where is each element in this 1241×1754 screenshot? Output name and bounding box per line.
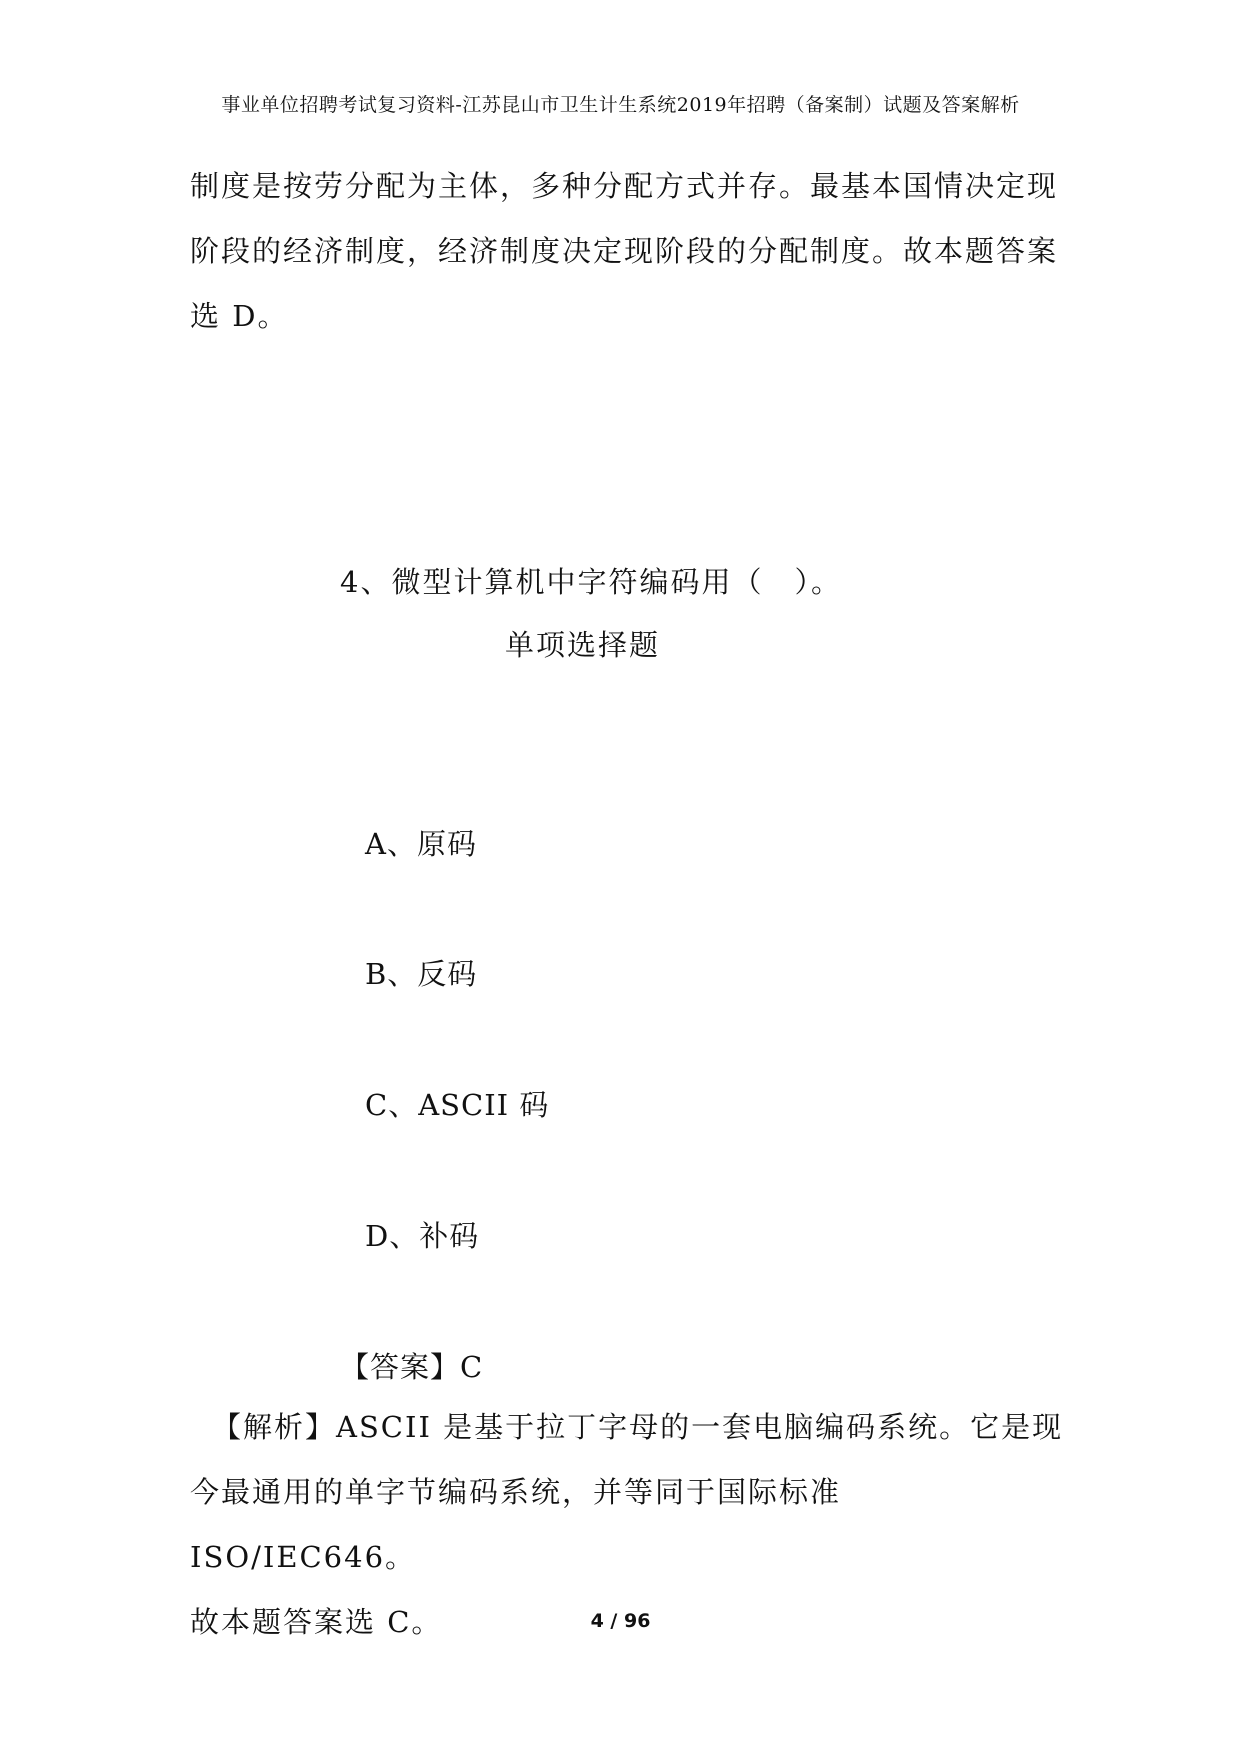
previous-answer-explanation bbox=[190, 154, 1060, 349]
option-b: B、反码 bbox=[365, 957, 478, 991]
answer-label: 【答案】C bbox=[340, 1350, 484, 1384]
analysis-line: 故本题答案选 C。 bbox=[190, 1605, 443, 1639]
question-type: 单项选择题 bbox=[505, 628, 661, 662]
analysis-line bbox=[190, 1395, 1070, 1460]
explanation-line: 选 D。 bbox=[190, 299, 289, 333]
question-text: 4、微型计算机中字符编码用（ ）。 bbox=[340, 565, 842, 599]
analysis-line: 今最通用的单字节编码系统，并等同于国际标准 ISO/IEC646。 bbox=[190, 1475, 842, 1574]
option-a: A、原码 bbox=[365, 827, 477, 861]
explanation-line: 阶段的经济制度，经济制度决定现阶段的分配制度。故本题答案 bbox=[190, 234, 1059, 268]
option-d: D、补码 bbox=[365, 1219, 480, 1253]
page-header: 事业单位招聘考试复习资料-江苏昆山市卫生计生系统2019年招聘（备案制）试题及答案解析 bbox=[221, 94, 1020, 116]
analysis-line-text: 【解析】ASCII 是基于拉丁字母的一套电脑编码系统。它是现 bbox=[212, 1410, 1064, 1444]
option-c: C、ASCII 码 bbox=[365, 1088, 550, 1122]
explanation-line: 制度是按劳分配为主体，多种分配方式并存。最基本国情决定现 bbox=[190, 169, 1059, 203]
page-number: 4 / 96 bbox=[590, 1610, 651, 1632]
